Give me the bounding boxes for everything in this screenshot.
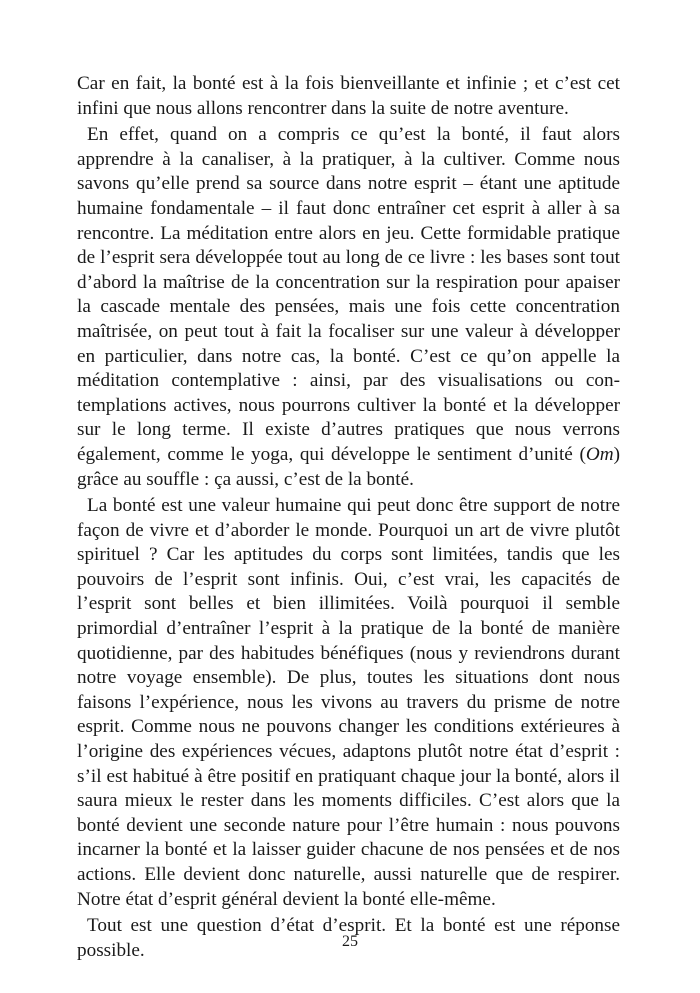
page-number: 25 bbox=[342, 933, 358, 950]
paragraph-2-text-b: ) grâce au souffle : ça aussi, c’est de la bonté. bbox=[77, 443, 620, 490]
page-body bbox=[77, 72, 620, 965]
paragraph-1: Car en fait, la bonté est à la fois bienveillante et infinie ; et c’est cet infini que nous allons rencontrer dans la suite de notre aventure. bbox=[77, 73, 620, 119]
paragraph-2 bbox=[77, 123, 620, 492]
paragraph-3: La bonté est une valeur humaine qui peut donc être support de notre façon de vivre et d’aborder le monde. Pourquoi un art de vivre plutôt spirituel ? Car les aptitudes du corps sont limitées, tandis que les pouvoirs de l’esprit sont infinis. Oui, c’est vrai, les capacités de l’esprit sont belles et bien illimitées. Voilà pourquoi il semble primordial d’entraîner l’esprit à la pratique de la bonté de manière quotidienne, par des habitudes bénéfiques (nous y reviendrons durant notre voyage ensemble). De plus, toutes les situations dont nous faisons l’expérience, nous les vivons au travers du prisme de notre esprit. Comme nous ne pouvons changer les conditions extérieures à l’origine des expériences vécues, adaptons plutôt notre état d’esprit : s’il est habitué à être positif en pratiquant chaque jour la bonté, alors il saura mieux le rester dans les moments difficiles. C’est alors que la bonté devient une seconde nature pour l’être humain : nous pouvons incarner la bonté et la laisser guider chacune de nos pensées et de nos actions. Elle devient donc naturelle, aussi naturelle que de respirer. Notre état d’esprit général devient la bonté elle-même. bbox=[77, 495, 620, 910]
paragraph-2-text-a: En effet, quand on a compris ce qu’est la bonté, il faut alors apprendre à la canaliser, à la pratiquer, à la cultiver. Comme nous savons qu’elle prend sa source dans notre esprit – étant une aptitude humaine fondamentale – il faut donc entraîner cet esprit à aller à sa rencontre. La méditation entre alors en jeu. Cette formidable pratique de l’esprit sera développée tout au long de ce livre : les bases sont tout d’abord la maîtrise de la concentration sur la respiration pour apaiser la cascade mentale des pensées, mais une fois cette concentration maîtrisée, on peut tout à fait la focaliser sur une valeur à développer en particulier, dans notre cas, la bonté. C’est ce qu’on appelle la méditation contemplative : ainsi, par des visualisations ou contemplations actives, nous pourrons cultiver la bonté et la développer sur le long terme. Il existe d’autres pratiques que nous verrons également, comme le yoga, qui développe le sentiment d’unité ( bbox=[77, 124, 620, 465]
paragraph-4: Tout est une question d’état d’esprit. Et la bonté est une réponse possible. bbox=[77, 915, 620, 961]
paragraph-2-italic-om: Om bbox=[585, 443, 614, 465]
